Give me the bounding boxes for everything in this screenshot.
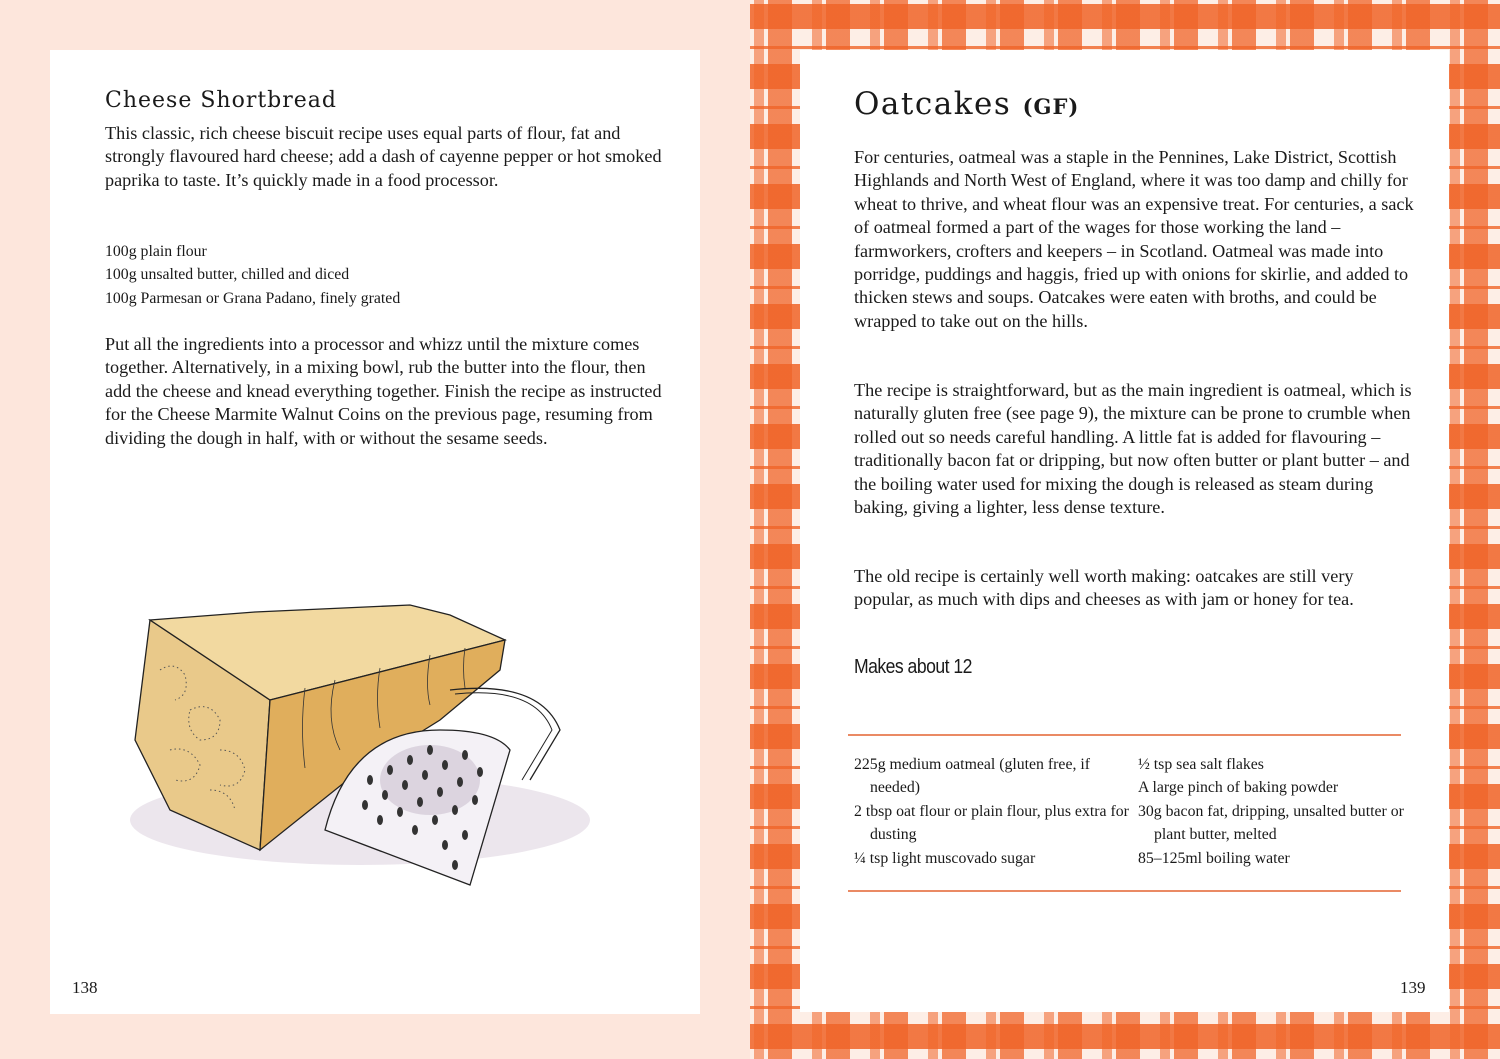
intro-paragraph-3: The old recipe is certainly well worth making: oatcakes are still very popular, as much with dips and cheeses as with jam or honey for tea. bbox=[854, 566, 1354, 610]
ingredient-item: ½ tsp sea salt flakes bbox=[1138, 756, 1264, 773]
recipe-yield: Makes about 12 bbox=[854, 656, 972, 678]
ingredient-item: 2 tbsp oat flour or plain flour, plus extra for dusting bbox=[854, 802, 1129, 844]
ingredient-item: 30g bacon fat, dripping, unsalted butter or plant butter, melted bbox=[1138, 802, 1404, 844]
recipe-title-cheese-shortbread: Cheese Shortbread bbox=[105, 88, 338, 113]
ingredient-item: A large pinch of baking powder bbox=[1138, 779, 1339, 797]
ingredients-column-right bbox=[1138, 753, 1414, 870]
ingredients-list bbox=[105, 240, 665, 310]
ingredients-grid bbox=[854, 753, 1414, 870]
recipe-method: Put all the ingredients into a processor and whizz until the mixture comes together. Alternatively, in a mixing bowl, rub the butter into the flour, then add the cheese and knead everything together. Finish the recipe as instructed for the Cheese Marmite Walnut Coins on the previous page, resuming from dividing the dough in half, with or without the sesame seeds. bbox=[105, 334, 662, 448]
ingredients-column-left bbox=[854, 753, 1138, 870]
cheese-wedge-icon bbox=[110, 580, 630, 890]
ingredient-item: 100g unsalted butter, chilled and diced bbox=[105, 266, 350, 284]
parmesan-grater-illustration bbox=[110, 580, 630, 890]
intro-paragraph-1: For centuries, oatmeal was a staple in the Pennines, Lake District, Scottish Highlands and North West of England, where it was too damp and chilly for wheat to thrive, and wheat flour was an expensive treat. For centuries, a sack of oatmeal formed a part of the wages for those working the land – farmworkers, crofters and keepers – in Scotland. Oatmeal was made into porridge, puddings and haggis, fried up with onions for skirlie, and added to thicken stews and soups. Oatcakes were eaten with broths, and could be wrapped to take out on the hills. bbox=[854, 147, 1414, 331]
intro-paragraph-2: The recipe is straightforward, but as the main ingredient is oatmeal, which is naturally gluten free (see page 9), the mixture can be prone to crumble when rolled out so needs careful handling. A little fat is added for flavouring – traditionally bacon fat or dripping, but now often butter or plant butter – and the boiling water used for mixing the dough is released as steam during baking, giving a lighter, less dense texture. bbox=[854, 380, 1412, 518]
gluten-free-tag: (GF) bbox=[1022, 94, 1080, 119]
ingredient-item: 100g Parmesan or Grana Padano, finely grated bbox=[105, 289, 401, 307]
title-text: Oatcakes bbox=[854, 86, 1012, 122]
page-number-right: 139 bbox=[1400, 978, 1426, 997]
right-page bbox=[800, 50, 1449, 1012]
divider-bottom bbox=[848, 890, 1401, 892]
divider-top bbox=[848, 734, 1401, 736]
ingredient-item: 100g plain flour bbox=[105, 243, 207, 260]
ingredient-item: 225g medium oatmeal (gluten free, if needed) bbox=[854, 756, 1090, 797]
ingredient-item: 85–125ml boiling water bbox=[1138, 849, 1290, 867]
left-page bbox=[50, 50, 700, 1014]
recipe-intro: This classic, rich cheese biscuit recipe uses equal parts of flour, fat and strongly flavoured hard cheese; add a dash of cayenne pepper or hot smoked paprika to taste. It’s quickly made in a food processor. bbox=[105, 123, 662, 190]
recipe-title-oatcakes bbox=[854, 86, 1079, 122]
page-number-left: 138 bbox=[72, 978, 98, 997]
ingredient-item: ¼ tsp light muscovado sugar bbox=[854, 849, 1036, 867]
